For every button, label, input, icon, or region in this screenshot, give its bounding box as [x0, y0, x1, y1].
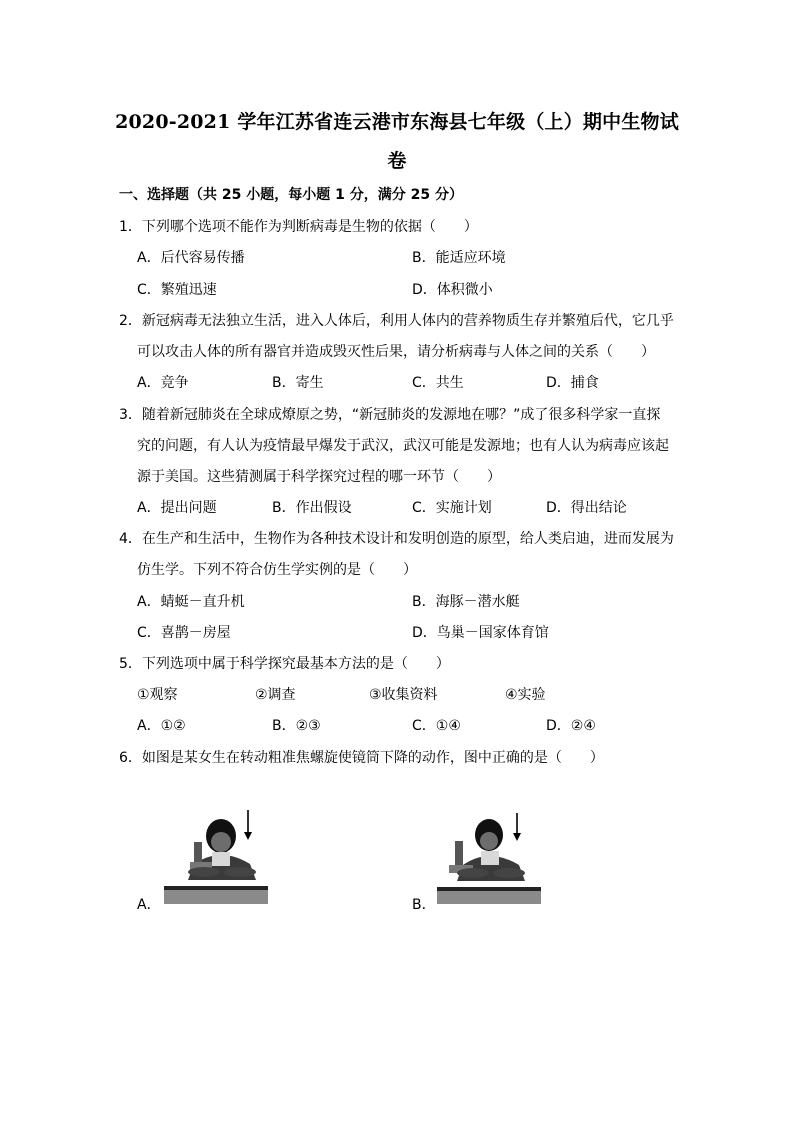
q3-option-b: B．作出假设	[272, 500, 352, 516]
q3-option-d: D．得出结论	[546, 500, 627, 516]
q5-item-1: ①观察	[137, 687, 178, 703]
question-2-stem-line1: 2．新冠病毒无法独立生活，进入人体后，利用人体内的营养物质生存并繁殖后代，它几乎	[119, 313, 674, 329]
question-3-stem-line2: 究的问题，有人认为疫情最早爆发于武汉，武汉可能是发源地；也有人认为病毒应该起	[137, 438, 669, 454]
question-4-stem-line1: 4．在生产和生活中，生物作为各种技术设计和发明创造的原型，给人类启迪，进而发展为	[119, 531, 674, 547]
q2-option-b: B．寄生	[272, 375, 324, 391]
q2-option-c: C．共生	[412, 375, 464, 391]
q5-option-b: B．②③	[272, 718, 321, 734]
q4-option-c: C．喜鹊－房屋	[137, 625, 231, 641]
q3-option-a: A．提出问题	[137, 500, 217, 516]
q1-option-a: A．后代容易传播	[137, 250, 245, 266]
question-3-stem-line3: 源于美国。这些猜测属于科学探究过程的哪一环节（ ）	[137, 469, 501, 485]
q2-option-d: D．捕食	[546, 375, 599, 391]
exam-title-line2: 卷	[387, 150, 407, 172]
q1-option-c: C．繁殖迅速	[137, 282, 217, 298]
question-2-stem-line2: 可以攻击人体的所有器官并造成毁灭性后果，请分析病毒与人体之间的关系（ ）	[137, 344, 655, 360]
q5-item-4: ④实验	[505, 687, 546, 703]
q4-option-d: D．鸟巢－国家体育馆	[412, 625, 549, 641]
q4-option-b: B．海豚－潜水艇	[412, 594, 520, 610]
q6-option-a-label: A．	[137, 897, 161, 913]
q5-item-2: ②调查	[255, 687, 296, 703]
q4-option-a: A．蜻蜓－直升机	[137, 594, 245, 610]
q5-option-c: C．①④	[412, 718, 461, 734]
q1-option-b: B．能适应环境	[412, 250, 506, 266]
q1-option-d: D．体积微小	[412, 282, 493, 298]
question-5-stem: 5．下列选项中属于科学探究最基本方法的是（ ）	[119, 656, 450, 672]
question-4-stem-line2: 仿生学。下列不符合仿生学实例的是（ ）	[137, 562, 417, 578]
q5-item-3: ③收集资料	[369, 687, 438, 703]
q6-option-b-label: B．	[412, 897, 436, 913]
question-3-stem-line1: 3．随着新冠肺炎在全球成燎原之势，“新冠肺炎的发源地在哪？”成了很多科学家一直探	[119, 407, 661, 423]
q5-option-a: A．①②	[137, 718, 186, 734]
q5-option-d: D．②④	[546, 718, 596, 734]
question-6-stem: 6．如图是某女生在转动粗准焦螺旋使镜筒下降的动作，图中正确的是（ ）	[119, 750, 604, 766]
q2-option-a: A．竞争	[137, 375, 189, 391]
exam-title-line1: 2020-2021 学年江苏省连云港市东海县七年级（上）期中生物试	[115, 111, 679, 133]
question-1-stem: 1．下列哪个选项不能作为判断病毒是生物的依据（ ）	[119, 219, 478, 235]
q6-figure-a-microscope-photo	[164, 806, 268, 904]
q6-figure-b-microscope-photo	[437, 811, 541, 904]
section-heading: 一、选择题（共 25 小题，每小题 1 分，满分 25 分）	[119, 187, 463, 203]
q3-option-c: C．实施计划	[412, 500, 492, 516]
